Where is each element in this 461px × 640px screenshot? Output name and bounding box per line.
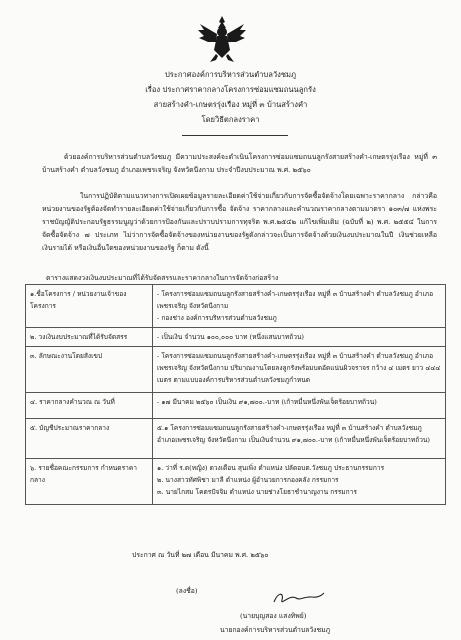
row-label: ๕. บัญชีประมาณราคากลาง	[26, 419, 153, 459]
row-label: ๒. วงเงินงบประมาณที่ได้รับจัดสรร	[26, 328, 153, 347]
garuda-emblem-icon	[196, 14, 248, 64]
table-row	[26, 419, 446, 459]
row-value: - โครงการซ่อมแซมถนนลูกรังสายสร้างคำ-เกษตรรุ่งเรือง หมู่ที่ ๓ บ้านสร้างคำ ตำบลวังชมภู อำเภอเพชรเจริญ จังหวัดนีงกาม ปริมาณงานโดยลงลูกรังพร้อมบดอัดแน่นผิวจราจร กว้าง ๔ เมตร ยาว ๔๔๔ เมตร ตามแบบองค์การบริหารส่วนตำบลวังชมภูกำหนด	[153, 347, 446, 393]
header-organization: ประกาศองค์การบริหารส่วนตำบลวังชมภู	[164, 70, 297, 79]
signed-label: (ลงชื่อ)	[176, 587, 198, 595]
row-value: ๕.๑ โครงการซ่อมแซมถนนลูกรังสายสร้างคำ-เกษตรรุ่งเรือง หมู่ที่ ๓ บ้านสร้างคำ ตำบลวังชมภู อำเภอเพชรเจริญ จังหวัดนีงกาม เป็นเงินจำนวน ๙๑,๗๐๐.-บาท (เก้าหมื่นหนึ่งพันเจ็ดร้อยบาทถ้วน)	[153, 419, 446, 459]
header-underline	[182, 135, 288, 136]
row-label: ๔. ราคากลางคำนวณ ณ วันที่	[26, 393, 153, 419]
header-method: โดยวิธีตกลงราคา	[201, 115, 260, 124]
row-value: - เป็นเงิน จำนวน ๑๐๐,๐๐๐ บาท (หนึ่งแสนบาทถ้วน)	[153, 328, 446, 347]
signatory-name: (นายบุญสอง แสงทิพย์)	[240, 612, 307, 620]
table-caption: ตารางแสดงวงเงินงบประมาณที่ได้รับจัดสรรและราคากลางในการจัดจ้างก่อสร้าง	[46, 274, 279, 282]
signatory-position: นายกองค์การบริหารส่วนตำบลวังชมภู	[220, 626, 331, 634]
table-row	[26, 347, 446, 393]
budget-table	[25, 284, 446, 505]
announcement-date: ประกาศ ณ วันที่ ๒๗ เดือน มีนาคม พ.ศ. ๒๕๖๐	[132, 551, 269, 559]
table-row	[26, 459, 446, 505]
table-row	[26, 393, 446, 419]
body-paragraph: ในการปฏิบัติตามแนวทางการเปิดเผยข้อมูลรายละเอียดค่าใช้จ่ายเกี่ยวกับการจัดซื้อจัดจ้างโดยเฉพาะราคากลาง กล่าวคือ หน่วยงานของรัฐต้องจัดทำรายละเอียดค่าใช้จ่ายเกี่ยวกับการซื้อ จัดจ้าง ราคากลางและคำนวณราคากลางตามมาตรา ๑๐๓/๗ แห่งพระราชบัญญัติประกอบรัฐธรรมนูญว่าด้วยการป้องกันและปราบปรามการทุจริต พ.ศ.๒๕๔๒ แก้ไขเพิ่มเติม (ฉบับที่ ๒) พ.ศ. ๒๕๕๔ ในการจัดซื้อจัดจ้าง ๗ ประเภท ไม่ว่าการจัดซื้อจัดจ้างของหน่วยงานของรัฐดังกล่าวจะเป็นการจัดจ้างด้วยเงินงบประมาณในปี เงินช่วยเหลือ เงินรายได้ หรือเงินอื่นใดของหน่วยงานของรัฐ ก็ตาม ดังนี้	[42, 192, 437, 252]
row-label: ๑.ชื่อโครงการ / หน่วยงานเจ้าของโครงการ	[26, 285, 153, 328]
header-subject: เรื่อง ประกาศราคากลางโครงการซ่อมแซมถนนลูกรัง	[145, 85, 316, 94]
row-label: ๖. รายชื่อคณะกรรมการ กำหนดราคากลาง	[26, 459, 153, 505]
row-value: ๑. ว่าที่ ร.ต(หญิง) ดวงเดือน สุนเพิ่ง ตำแหน่ง ปลัดอบต.วังชมภู ประธานกรรมการ ๒. นางสาวทัศพิชา มาลี ตำแหน่ง ผู้อำนวยการกองคลัง กรรมการ ๓. นายไกสม โคตรปัจจิม ตำแหน่ง นายช่างโยธาชำนาญงาน กรรมการ	[153, 459, 446, 505]
row-label: ๓. ลักษณะงานโดยสังเขป	[26, 347, 153, 393]
handwritten-signature	[268, 588, 328, 608]
table-row	[26, 285, 446, 328]
announcement-header	[0, 67, 461, 127]
row-value: - โครงการซ่อมแซมถนนลูกรังสายสร้างคำ-เกษตรรุ่งเรือง หมู่ที่ ๓ บ้านสร้างคำ ตำบลวังชมภู อำเภอเพชรเจริญ จังหวัดนีงกาม - กองช่าง องค์การบริหารส่วนตำบลวังชมภู	[153, 285, 446, 328]
header-road-name: สายสร้างคำ-เกษตรรุ่งเรือง หมู่ที่ ๓ บ้านสร้างคำ	[153, 100, 308, 109]
table-row	[26, 328, 446, 347]
intro-paragraph: ด้วยองค์การบริหารส่วนตำบลวังชมภู มีความประสงค์จะดำเนินโครงการซ่อมแซมถนนลูกรังสายสร้างคำ-เกษตรรุ่งเรือง หมู่ที่ ๓ บ้านสร้างคำ ตำบลวังชมภู อำเภอเพชรเจริญ จังหวัดนีงกาม ประจำปีงบประมาณ พ.ศ. ๒๕๖๐	[42, 153, 437, 174]
row-value: - ๑๗ มีนาคม ๒๕๖๐ เป็นเงิน ๙๑,๗๐๐.-บาท (เก้าหมื่นหนึ่งพันเจ็ดร้อยบาทถ้วน)	[153, 393, 446, 419]
